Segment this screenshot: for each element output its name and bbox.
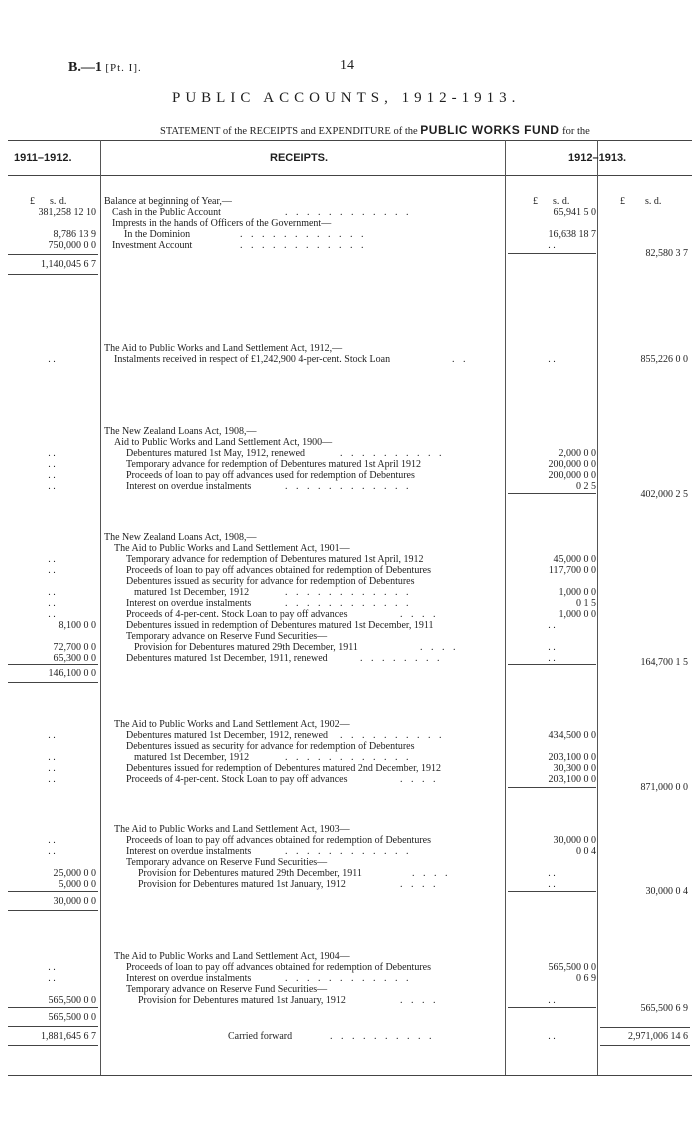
- leader-dots: . . . . . . . . . . . .: [285, 752, 412, 763]
- amount-inner: 2,000 0 0: [558, 448, 596, 459]
- placeholder-dots: . .: [48, 730, 56, 741]
- line-label: Provision for Debentures matured 29th December, 1911: [138, 868, 362, 879]
- currency-header-cur: £ s. d.: [620, 196, 662, 207]
- line-label: Temporary advance on Reserve Fund Securities—: [126, 857, 328, 868]
- sum-rule: [508, 891, 596, 892]
- leader-dots: . . . . . . . . . . . .: [285, 846, 412, 857]
- amount-prev: 72,700 0 0: [53, 642, 96, 653]
- line-label: Provision for Debentures matured 29th December, 1911: [134, 642, 358, 653]
- line-label: Debentures matured 1st December, 1911, renewed: [126, 653, 328, 664]
- sum-rule: [600, 1045, 690, 1046]
- amount-cur: 164,700 1 5: [640, 657, 688, 668]
- sum-rule: [8, 1026, 98, 1027]
- leader-dots: . . . . . . . . . .: [340, 730, 445, 741]
- placeholder-dots: . .: [48, 763, 56, 774]
- amount-inner: 0 0 4: [576, 846, 596, 857]
- amount-inner: 203,100 0 0: [548, 774, 596, 785]
- column-divider: [505, 140, 506, 1075]
- placeholder-dots: . .: [548, 868, 556, 879]
- line-label: matured 1st December, 1912: [134, 752, 250, 763]
- sum-rule: [8, 682, 98, 683]
- amount-inner: 0 2 5: [576, 481, 596, 492]
- sub-heading: Aid to Public Works and Land Settlement Act, 1900—: [114, 437, 333, 448]
- amount-prev: 381,258 12 10: [38, 207, 96, 218]
- sum-rule: [508, 493, 596, 494]
- sum-rule: [508, 253, 596, 254]
- leader-dots: . . . . . . . . . . . .: [285, 207, 412, 218]
- section-heading: The Aid to Public Works and Land Settlement Act, 1904—: [114, 951, 350, 962]
- line-label: Debentures issued in redemption of Debentures matured 1st December, 1911: [126, 620, 434, 631]
- leader-dots: . . . . . . . . . . . .: [285, 587, 412, 598]
- amount-prev-total: 146,100 0 0: [48, 668, 96, 679]
- section-heading: Balance at beginning of Year,—: [104, 196, 232, 207]
- placeholder-dots: . .: [48, 752, 56, 763]
- currency-header-prev: £ s. d.: [30, 196, 67, 207]
- amount-inner: 0 1 5: [576, 598, 596, 609]
- placeholder-dots: . .: [548, 653, 556, 664]
- line-label: Interest on overdue instalments: [126, 598, 252, 609]
- sum-rule: [8, 274, 98, 275]
- column-header-receipts: RECEIPTS.: [270, 152, 329, 164]
- leader-dots: . . . . . . . . . . . .: [240, 240, 367, 251]
- amount-prev: 8,100 0 0: [58, 620, 96, 631]
- line-label: Proceeds of loan to pay off advances obtained for redemption of Debentures: [126, 835, 431, 846]
- placeholder-dots: . .: [48, 470, 56, 481]
- amount-cur: 402,000 2 5: [640, 489, 688, 500]
- placeholder-dots: . .: [548, 620, 556, 631]
- leader-dots: . . . . . . . . . .: [330, 1031, 435, 1042]
- sum-rule: [8, 664, 98, 665]
- line-label: Debentures matured 1st December, 1912, renewed: [126, 730, 329, 741]
- placeholder-dots: . .: [548, 240, 556, 251]
- line-label: Proceeds of 4-per-cent. Stock Loan to pay off advances: [126, 774, 348, 785]
- placeholder-dots: . .: [48, 973, 56, 984]
- amount-prev: 65,300 0 0: [53, 653, 96, 664]
- amount-inner: 1,000 0 0: [558, 587, 596, 598]
- placeholder-dots: . .: [48, 354, 56, 365]
- line-label: Temporary advance on Reserve Fund Securities—: [126, 984, 328, 995]
- line-label: Interest on overdue instalments: [126, 973, 252, 984]
- leader-dots: . . . .: [400, 774, 439, 785]
- amount-cur: 30,000 0 4: [645, 886, 688, 897]
- leader-dots: . . . . . . . . . . . .: [285, 598, 412, 609]
- leader-dots: . . . . . . . . . . . .: [285, 973, 412, 984]
- placeholder-dots: . .: [48, 554, 56, 565]
- placeholder-dots: . .: [548, 1031, 556, 1042]
- section-heading: The New Zealand Loans Act, 1908,—: [104, 426, 257, 437]
- amount-prev: 8,786 13 9: [53, 229, 96, 240]
- line-label: Proceeds of loan to pay off advances obtained for redemption of Debentures: [126, 565, 431, 576]
- amount-inner: 65,941 5 0: [553, 207, 596, 218]
- leader-dots: . . . .: [400, 879, 439, 890]
- amount-cur: 871,000 0 0: [640, 782, 688, 793]
- leader-dots: . . . . . . . . . . . .: [285, 481, 412, 492]
- placeholder-dots: . .: [48, 565, 56, 576]
- sum-rule: [8, 891, 98, 892]
- amount-inner: 200,000 0 0: [548, 459, 596, 470]
- leader-dots: . . . . . . . . . .: [340, 448, 445, 459]
- line-label: Temporary advance for redemption of Debentures matured 1st April 1912: [126, 459, 422, 470]
- amount-inner: 45,000 0 0: [553, 554, 596, 565]
- amount-prev: 565,500 0 0: [48, 995, 96, 1006]
- amount-cur: 855,226 0 0: [640, 354, 688, 365]
- line-label: Temporary advance on Reserve Fund Securities—: [126, 631, 328, 642]
- line-label: Imprests in the hands of Officers of the Government—: [112, 218, 332, 229]
- statement-title: STATEMENT of the RECEIPTS and EXPENDITURE of the PUBLIC WORKS FUND for the: [160, 123, 590, 137]
- amount-prev: 750,000 0 0: [48, 240, 96, 251]
- line-label: Interest on overdue instalments: [126, 481, 252, 492]
- document-code: B.—1 [Pt. I].: [68, 60, 142, 75]
- amount-prev-total: 30,000 0 0: [53, 896, 96, 907]
- table-bottom-rule: [8, 1075, 692, 1076]
- section-heading: The Aid to Public Works and Land Settlement Act, 1903—: [114, 824, 350, 835]
- page-title: PUBLIC ACCOUNTS, 1912-1913.: [172, 90, 521, 106]
- line-label: Debentures issued as security for advance for redemption of Debentures: [126, 576, 415, 587]
- placeholder-dots: . .: [48, 481, 56, 492]
- section-heading: The New Zealand Loans Act, 1908,—: [104, 532, 257, 543]
- amount-prev: 5,000 0 0: [58, 879, 96, 890]
- carried-forward-prev: 1,881,645 6 7: [41, 1031, 96, 1042]
- amount-cur: 82,580 3 7: [645, 248, 688, 259]
- column-divider: [100, 140, 101, 1075]
- currency-header-inner: £ s. d.: [533, 196, 570, 207]
- leader-dots: . . . .: [412, 868, 451, 879]
- placeholder-dots: . .: [48, 587, 56, 598]
- amount-inner: 0 6 9: [576, 973, 596, 984]
- placeholder-dots: . .: [548, 354, 556, 365]
- line-label: matured 1st December, 1912: [134, 587, 250, 598]
- placeholder-dots: . .: [548, 642, 556, 653]
- line-label: Proceeds of loan to pay off advances obtained for redemption of Debentures: [126, 962, 431, 973]
- carried-forward-cur: 2,971,006 14 6: [628, 1031, 688, 1042]
- sum-rule: [600, 1027, 690, 1028]
- column-divider: [597, 140, 598, 1075]
- line-label: Temporary advance for redemption of Debentures matured 1st April, 1912: [126, 554, 424, 565]
- placeholder-dots: . .: [48, 448, 56, 459]
- amount-inner: 30,300 0 0: [553, 763, 596, 774]
- carried-forward-label: Carried forward: [228, 1031, 293, 1042]
- leader-dots: . .: [452, 354, 469, 365]
- line-label: In the Dominion: [124, 229, 191, 240]
- line-label: Provision for Debentures matured 1st January, 1912: [138, 879, 346, 890]
- leader-dots: . . . .: [420, 642, 459, 653]
- leader-dots: . . . .: [400, 995, 439, 1006]
- leader-dots: . . . .: [400, 609, 439, 620]
- placeholder-dots: . .: [48, 962, 56, 973]
- sum-rule: [8, 1045, 98, 1046]
- sum-rule: [8, 910, 98, 911]
- section-heading: The Aid to Public Works and Land Settlement Act, 1912,—: [104, 343, 343, 354]
- amount-inner: 565,500 0 0: [548, 962, 596, 973]
- sum-rule: [508, 787, 596, 788]
- amount-inner: 16,638 18 7: [548, 229, 596, 240]
- amount-prev: 25,000 0 0: [53, 868, 96, 879]
- column-header-1912: 1912–1913.: [568, 152, 627, 164]
- leader-dots: . . . . . . . .: [360, 653, 443, 664]
- line-label: Debentures issued as security for advance for redemption of Debentures: [126, 741, 415, 752]
- amount-inner: 203,100 0 0: [548, 752, 596, 763]
- placeholder-dots: . .: [48, 459, 56, 470]
- amount-inner: 434,500 0 0: [548, 730, 596, 741]
- amount-inner: 1,000 0 0: [558, 609, 596, 620]
- line-label: Proceeds of loan to pay off advances used for redemption of Debentures: [126, 470, 415, 481]
- leader-dots: . . . . . . . . . . . .: [240, 229, 367, 240]
- page-number: 14: [340, 58, 354, 73]
- amount-prev-total: 1,140,045 6 7: [41, 259, 96, 270]
- sum-rule: [8, 254, 98, 255]
- line-label: Proceeds of 4-per-cent. Stock Loan to pay off advances: [126, 609, 348, 620]
- line-label: Debentures matured 1st May, 1912, renewed: [126, 448, 306, 459]
- placeholder-dots: . .: [548, 995, 556, 1006]
- placeholder-dots: . .: [48, 609, 56, 620]
- line-label: Provision for Debentures matured 1st January, 1912: [138, 995, 346, 1006]
- section-heading: The Aid to Public Works and Land Settlement Act, 1902—: [114, 719, 350, 730]
- placeholder-dots: . .: [48, 846, 56, 857]
- amount-prev-total: 565,500 0 0: [48, 1012, 96, 1023]
- line-label: Instalments received in respect of £1,242,900 4-per-cent. Stock Loan: [114, 354, 391, 365]
- line-label: Debentures issued for redemption of Debentures matured 2nd December, 1912: [126, 763, 442, 774]
- amount-inner: 30,000 0 0: [553, 835, 596, 846]
- placeholder-dots: . .: [548, 879, 556, 890]
- line-label: Interest on overdue instalments: [126, 846, 252, 857]
- line-label: Cash in the Public Account: [112, 207, 221, 218]
- amount-inner: 200,000 0 0: [548, 470, 596, 481]
- sum-rule: [508, 1007, 596, 1008]
- amount-cur: 565,500 6 9: [640, 1003, 688, 1014]
- header-bottom-rule: [8, 175, 692, 176]
- sub-heading: The Aid to Public Works and Land Settlement Act, 1901—: [114, 543, 350, 554]
- line-label: Investment Account: [112, 240, 193, 251]
- placeholder-dots: . .: [48, 835, 56, 846]
- sum-rule: [8, 1007, 98, 1008]
- table-top-rule: [8, 140, 692, 141]
- placeholder-dots: . .: [48, 774, 56, 785]
- sum-rule: [508, 664, 596, 665]
- column-header-1911: 1911–1912.: [14, 152, 72, 164]
- placeholder-dots: . .: [48, 598, 56, 609]
- amount-inner: 117,700 0 0: [548, 565, 596, 576]
